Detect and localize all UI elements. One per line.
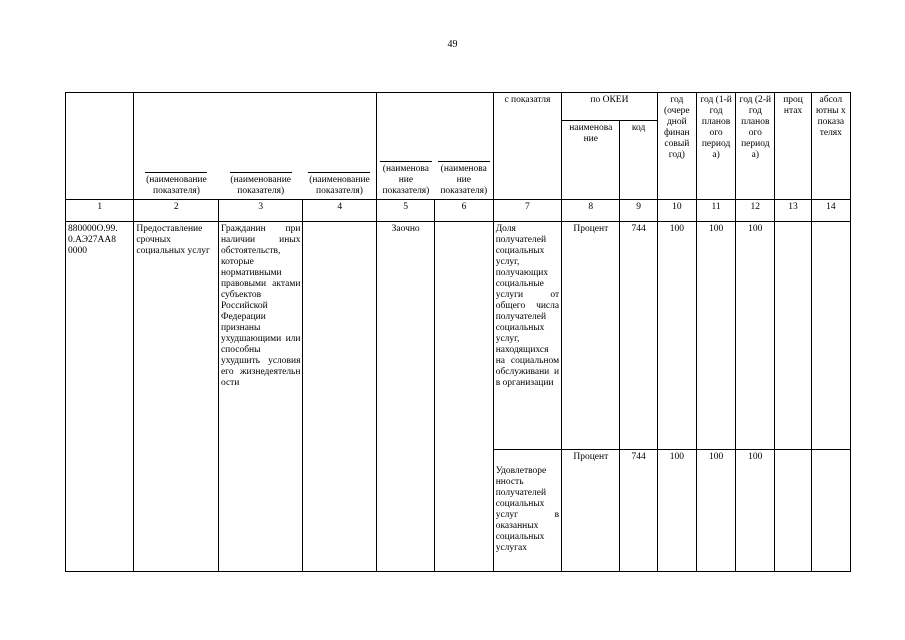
header-name-6: (наименова ние показателя) [435,121,493,200]
quality-indicators-table [65,92,851,572]
col-num-7: 7 [493,200,561,222]
header-name-4: (наименование показателя) [303,121,376,200]
indicator-name: Доля получателей социальных услуг, получающих социальные услуги от общего числа получателей социальных услуг, находящихся на социальном обслуживани и в организации [493,222,561,450]
header-col12: год (2-й год планов ого период а) [736,93,775,200]
indicator-deviation-percent [775,222,811,450]
col-num-11: 11 [696,200,735,222]
header-cell-5-6 [376,93,493,121]
indicator-value-year1: 100 [696,450,735,572]
header-okei: по ОКЕИ [562,93,658,121]
col-num-8: 8 [562,200,620,222]
indicator-okei-code: 744 [620,222,657,450]
col-num-1: 1 [66,200,134,222]
header-name-2: (наименование показателя) [134,121,219,200]
header-col13: проц нтах [775,93,811,200]
header-col11: год (1-й год планов ого период а) [696,93,735,200]
col-num-9: 9 [620,200,657,222]
service-name: Предоставление срочных социальных услуг [134,222,219,572]
header-cell-2-4 [134,93,377,121]
header-col7: с показатля [493,93,561,200]
col-num-14: 14 [811,200,850,222]
col-num-10: 10 [657,200,696,222]
col-num-6: 6 [435,200,493,222]
indicator-name: Удовлетворе нность получателей социальных услуг в оказанных социальных услугах [493,450,561,572]
header-okei-name: наименова ние [562,121,620,200]
indicator-value-year0: 100 [657,222,696,450]
table-row [66,222,851,450]
col-num-4: 4 [303,200,376,222]
indicator-value-year2: 100 [736,222,775,450]
col-num-12: 12 [736,200,775,222]
empty-cell-6 [435,222,493,572]
empty-cell-4 [303,222,376,572]
recipient-category: Гражданин при наличии иных обстоятельств, которые нормативными правовыми актами субъектов Российской Федерации признаны ухудшающими или способны ухудшить условия его жизнедеятельн ости [218,222,303,572]
col-num-13: 13 [775,200,811,222]
column-numbers-row [66,200,851,222]
header-name-5: (наименова ние показателя) [376,121,434,200]
indicator-deviation-absolute [811,450,850,572]
indicator-unit: Процент [562,450,620,572]
service-form: Заочно [376,222,434,572]
indicator-value-year0: 100 [657,450,696,572]
indicator-deviation-absolute [811,222,850,450]
col-num-2: 2 [134,200,219,222]
indicator-okei-code: 744 [620,450,657,572]
indicator-deviation-percent [775,450,811,572]
indicator-unit: Процент [562,222,620,450]
header-name-3: (наименование показателя) [218,121,303,200]
col-num-5: 5 [376,200,434,222]
header-okei-code: код [620,121,657,200]
col-num-3: 3 [218,200,303,222]
header-col10: год (очере дной финан совый год) [657,93,696,200]
registry-code: 880000О.99. 0.АЭ27АА8 0000 [66,222,134,572]
indicator-value-year2: 100 [736,450,775,572]
indicator-value-year1: 100 [696,222,735,450]
header-col14: абсол ютны х показа телях [811,93,850,200]
header-cell-1 [66,93,134,200]
page-number: 49 [447,39,458,50]
